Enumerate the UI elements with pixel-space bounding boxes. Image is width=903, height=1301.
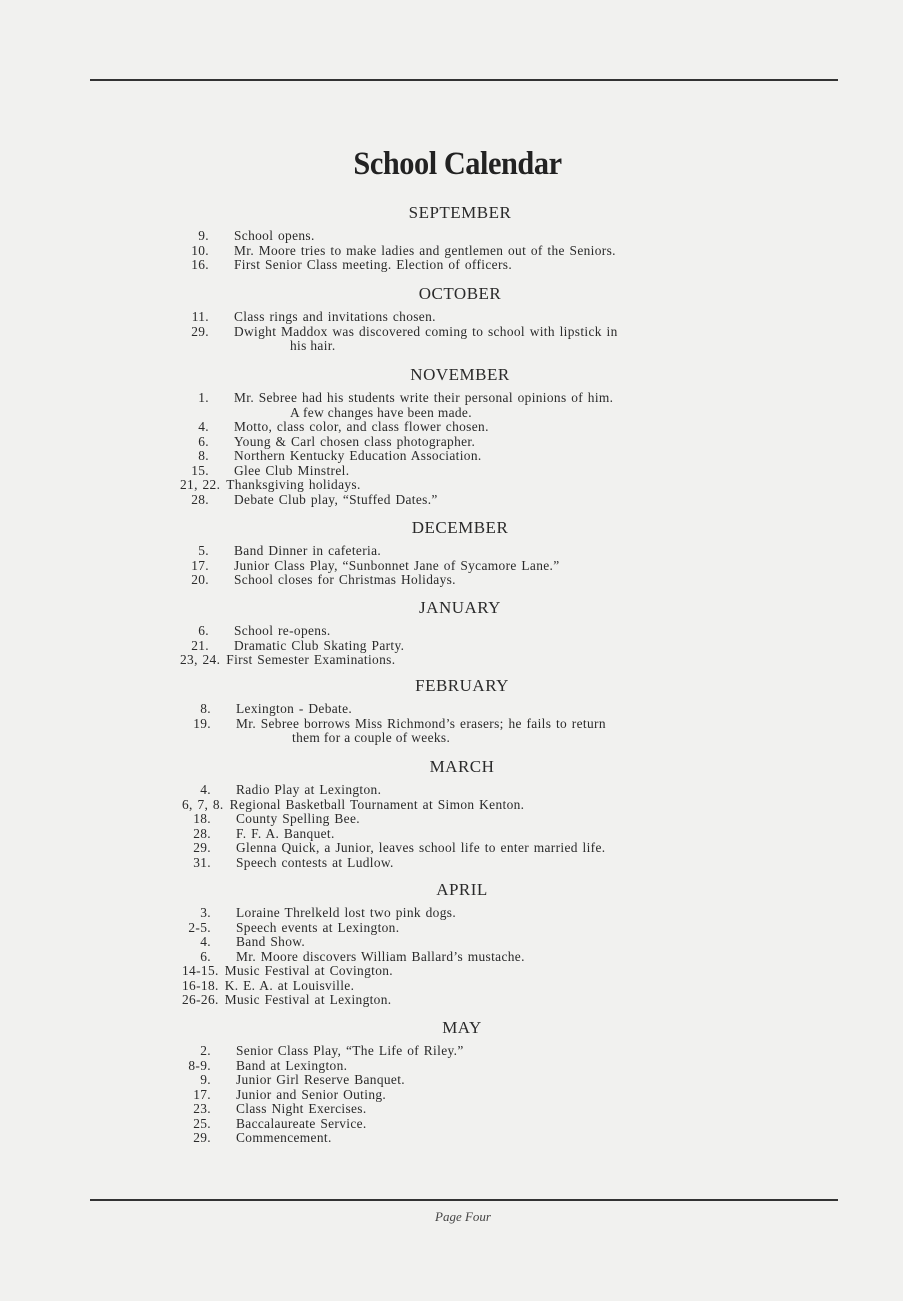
entry-text: Loraine Threlkeld lost two pink dogs. <box>236 905 457 920</box>
entry-date: 17. <box>193 1086 211 1102</box>
entry-text: Northern Kentucky Education Association. <box>234 448 482 463</box>
entry-text: Baccalaureate Service. <box>236 1115 367 1131</box>
entry-text: Debate Club play, “Stuffed Dates.” <box>234 491 438 507</box>
bottom-rule <box>90 1199 838 1201</box>
entry-date: 9. <box>200 1072 211 1087</box>
entry-text: Lexington - Debate. <box>236 701 353 716</box>
entry-date: 16. <box>191 257 209 272</box>
entry-date: 6. <box>198 623 209 638</box>
entry-date: 31. <box>193 854 211 870</box>
month-section-march <box>182 757 742 870</box>
calendar-entry <box>182 856 742 871</box>
entry-date: 28. <box>193 825 211 841</box>
entry-text: Mr. Moore discovers William Ballard’s mustache. <box>236 948 525 964</box>
entry-text: F. F. A. Banquet. <box>236 825 335 841</box>
month-heading: MAY <box>442 1018 482 1037</box>
entry-text: Young & Carl chosen class photographer. <box>234 433 476 449</box>
entry-date: 11. <box>191 309 209 324</box>
entry-date: 8. <box>200 701 211 716</box>
entry-date: 29. <box>191 323 209 339</box>
entry-date: 4. <box>200 934 211 949</box>
entry-text: Glee Club Minstrel. <box>234 462 350 478</box>
calendar-entry <box>182 798 742 813</box>
entry-continuation: A few changes have been made. <box>290 404 472 420</box>
calendar-entry <box>182 1044 742 1059</box>
entry-text: K. E. A. at Louisville. <box>224 977 355 993</box>
entry-date: 8. <box>198 448 209 463</box>
month-section-january <box>180 598 740 668</box>
entry-date: 10. <box>191 242 209 258</box>
entry-date: 2-5. <box>188 919 211 935</box>
calendar-entry <box>182 979 742 994</box>
entry-date: 29. <box>193 840 211 855</box>
entry-text: First Senior Class meeting. Election of officers. <box>234 257 513 272</box>
calendar-entry <box>182 1131 742 1146</box>
entry-text: Mr. Sebree had his students write their personal opinions of him. <box>234 390 614 405</box>
calendar-entry <box>182 841 742 856</box>
calendar-entry <box>180 573 740 588</box>
entry-date: 25. <box>193 1115 211 1131</box>
calendar-entry <box>182 1059 742 1074</box>
entry-text: Commencement. <box>236 1130 332 1145</box>
calendar-entry <box>180 478 740 493</box>
calendar-entry <box>180 435 740 450</box>
entry-text: Dramatic Club Skating Party. <box>234 637 405 653</box>
month-section-february <box>182 676 742 746</box>
month-heading: NOVEMBER <box>410 365 510 384</box>
calendar-entry <box>182 906 742 921</box>
calendar-entry <box>182 1088 742 1103</box>
month-heading: OCTOBER <box>418 284 502 303</box>
entry-text: Radio Play at Lexington. <box>236 782 382 797</box>
entry-text: Mr. Moore tries to make ladies and gentlemen out of the Seniors. <box>234 242 616 258</box>
entry-date: 1. <box>198 390 209 405</box>
calendar-entry <box>182 950 742 965</box>
entry-date: 20. <box>191 572 209 587</box>
month-section-november <box>180 365 740 507</box>
calendar-entry <box>182 702 742 717</box>
entry-date: 6. <box>200 948 211 964</box>
entry-date: 19. <box>193 715 211 731</box>
month-section-december <box>180 518 740 588</box>
month-heading: DECEMBER <box>411 518 509 537</box>
entry-text: Band Show. <box>236 934 306 949</box>
entry-date: 17. <box>191 557 209 573</box>
calendar-entry <box>180 464 740 479</box>
entry-date: 21, 22. <box>180 477 221 492</box>
calendar-entry <box>180 624 740 639</box>
calendar-entry <box>182 1117 742 1132</box>
entry-text: Junior and Senior Outing. <box>236 1086 387 1102</box>
entry-text: County Spelling Bee. <box>236 811 360 826</box>
entry-text: School re-opens. <box>234 623 331 638</box>
calendar-entry <box>180 544 740 559</box>
entry-text: Speech events at Lexington. <box>236 919 400 935</box>
entry-text: Band Dinner in cafeteria. <box>234 543 382 558</box>
calendar-entry <box>182 921 742 936</box>
month-heading: APRIL <box>436 880 488 899</box>
entry-date: 29. <box>193 1130 211 1145</box>
month-heading: FEBRUARY <box>415 676 509 695</box>
calendar-entry <box>182 935 742 950</box>
entry-continuation: them for a couple of weeks. <box>292 730 451 745</box>
month-heading: MARCH <box>429 757 495 776</box>
entry-date: 3. <box>200 905 211 920</box>
entry-text: First Semester Examinations. <box>226 652 396 667</box>
entry-text: Junior Class Play, “Sunbonnet Jane of Sycamore Lane.” <box>234 557 560 573</box>
calendar-entry <box>180 244 740 259</box>
month-section-september <box>180 203 740 273</box>
entry-date: 26-26. <box>182 992 219 1007</box>
entry-text: Music Festival at Covington. <box>224 963 393 978</box>
month-heading: JANUARY <box>419 598 501 617</box>
entry-text: Mr. Sebree borrows Miss Richmond’s erasers; he fails to return <box>236 715 606 731</box>
month-section-may <box>182 1018 742 1146</box>
calendar-entry <box>180 420 740 435</box>
calendar-entry <box>182 1102 742 1117</box>
calendar-entry <box>182 993 742 1008</box>
entry-text: Senior Class Play, “The Life of Riley.” <box>236 1043 464 1058</box>
entry-continuation: his hair. <box>290 338 336 353</box>
entry-text: Music Festival at Lexington. <box>224 992 392 1007</box>
entry-date: 14-15. <box>182 963 219 978</box>
entry-date: 23. <box>193 1101 211 1116</box>
calendar-entry <box>180 229 740 244</box>
entry-text: Dwight Maddox was discovered coming to school with lipstick in <box>234 323 618 339</box>
entry-date: 8-9. <box>188 1057 211 1073</box>
entry-text: Glenna Quick, a Junior, leaves school life to enter married life. <box>236 840 606 855</box>
entry-date: 28. <box>191 491 209 507</box>
entry-date: 4. <box>200 782 211 797</box>
calendar-entry <box>180 258 740 273</box>
entry-text: Speech contests at Ludlow. <box>236 854 394 870</box>
entry-date: 6. <box>198 433 209 449</box>
entry-date: 9. <box>198 228 209 243</box>
entry-date: 2. <box>200 1043 211 1058</box>
entry-text: Motto, class color, and class flower chosen. <box>234 419 489 434</box>
calendar-entry <box>182 827 742 842</box>
calendar-entry <box>180 559 740 574</box>
entry-date: 23, 24. <box>180 652 221 667</box>
calendar-entry <box>180 653 740 668</box>
calendar-entry <box>180 493 740 508</box>
month-heading: SEPTEMBER <box>408 203 512 222</box>
entry-date: 21. <box>191 637 209 653</box>
month-section-october <box>180 284 740 354</box>
calendar-entry <box>180 325 740 340</box>
calendar-entry <box>180 449 740 464</box>
entry-date: 4. <box>198 419 209 434</box>
entry-text: Band at Lexington. <box>236 1057 348 1073</box>
calendar-entry <box>180 310 740 325</box>
calendar-entry <box>182 783 742 798</box>
entry-date: 16-18. <box>182 977 219 993</box>
entry-text: School closes for Christmas Holidays. <box>234 572 456 587</box>
entry-date: 15. <box>191 462 209 478</box>
calendar-entry <box>180 391 740 406</box>
page-number: Page Four <box>435 1209 491 1224</box>
calendar-entry <box>182 1073 742 1088</box>
entry-text: Regional Basketball Tournament at Simon Kenton. <box>229 796 525 812</box>
page-title: School Calendar <box>353 146 562 182</box>
entry-text: School opens. <box>234 228 315 243</box>
entry-text: Class Night Exercises. <box>236 1101 367 1116</box>
entry-date: 18. <box>193 811 211 826</box>
calendar-entry <box>182 717 742 732</box>
entry-date: 6, 7, 8. <box>182 796 224 812</box>
calendar-entry <box>180 639 740 654</box>
calendar-entry <box>182 812 742 827</box>
entry-text: Junior Girl Reserve Banquet. <box>236 1072 405 1087</box>
month-section-april <box>182 880 742 1008</box>
entry-date: 5. <box>198 543 209 558</box>
entry-text: Thanksgiving holidays. <box>226 477 361 492</box>
top-rule <box>90 79 838 81</box>
calendar-entry <box>182 964 742 979</box>
entry-text: Class rings and invitations chosen. <box>234 309 436 324</box>
